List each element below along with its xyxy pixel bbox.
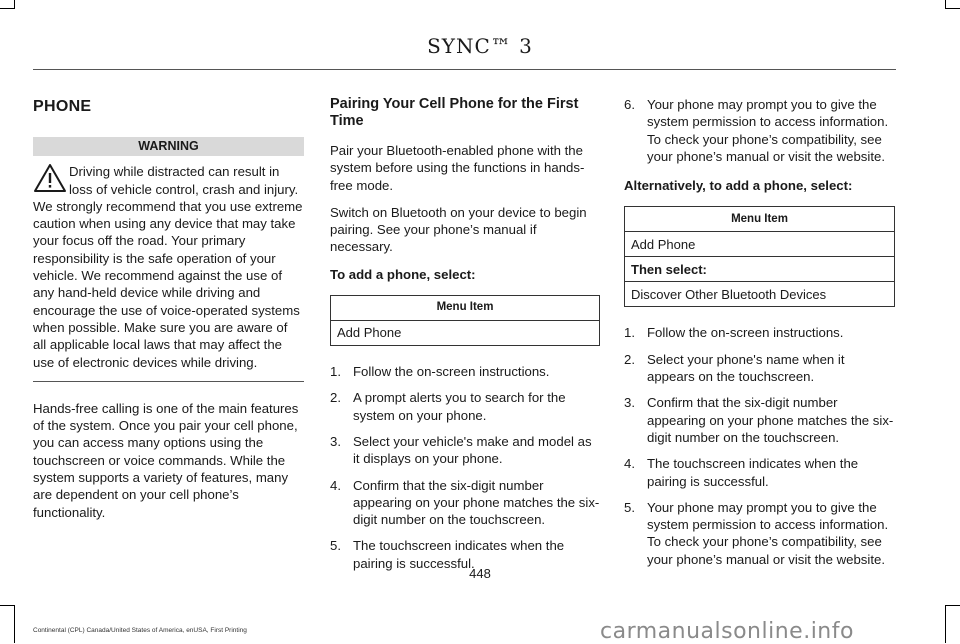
- warning-body-text: We strongly recommend that you use extreme caution when using any device that may take your focus off the road. Your primary responsibility is the safe operation of your vehicle. We recommend against the use of any hand-held device while driving and encourage the use of voice-operated systems when possible. Make sure you are aware of all applicable local laws that may affect the use of electronic devices while driving.: [33, 198, 303, 370]
- add-phone-lead: To add a phone, select:: [330, 266, 476, 282]
- list-item: 5. Your phone may prompt you to give the system permission to access information. To check your phone’s compatibility, see your phone’s manual or visit the website.: [624, 499, 889, 567]
- list-item: 4. Confirm that the six-digit number appearing on your phone matches the six-digit number on the touchscreen.: [330, 477, 600, 528]
- table-row: Add Phone: [625, 232, 895, 257]
- list-item: 1. Follow the on-screen instructions.: [624, 325, 844, 341]
- pairing-steps: [330, 363, 600, 572]
- pairing-heading: Pairing Your Cell Phone for the First Time: [330, 96, 579, 129]
- list-item: 1. Follow the on-screen instructions.: [330, 364, 550, 380]
- warning-banner: WARNING: [33, 137, 304, 156]
- menu-item-table: [330, 295, 600, 346]
- section-title: PHONE: [33, 98, 92, 115]
- footer-text: Continental (CPL) Canada/United States of America, enUSA, First Printing: [33, 627, 247, 634]
- table-row: Add Phone: [331, 321, 600, 346]
- list-item: 2. Select your phone's name when it appears on the touchscreen.: [624, 351, 845, 385]
- list-item: 3. Select your vehicle's make and model as it displays on your phone.: [330, 433, 592, 467]
- crop-mark-top-right: [946, 8, 960, 9]
- table-row: Discover Other Bluetooth Devices: [625, 282, 895, 307]
- pairing-paragraph-1: Pair your Bluetooth-enabled phone with the system before using the functions in hands-free mode.: [330, 143, 585, 193]
- warning-lead-text: Driving while distracted can result in loss of vehicle control, crash and injury.: [69, 164, 299, 197]
- menu-item-table: [624, 206, 895, 307]
- page-header-title: SYNC™ 3: [427, 34, 533, 58]
- list-item: 5. The touchscreen indicates when the pairing is successful.: [330, 538, 565, 571]
- warning-triangle-icon: [33, 163, 67, 193]
- crop-mark-bottom-right: [946, 605, 960, 606]
- header-rule: [33, 69, 896, 70]
- alternative-lead: Alternatively, to add a phone, select:: [624, 178, 853, 194]
- crop-mark-top-left-v: [14, 0, 15, 9]
- alternative-steps: [624, 324, 895, 568]
- crop-mark-bottom-right-v: [945, 605, 946, 643]
- table-header: Menu Item: [625, 207, 895, 232]
- page-number: 448: [469, 566, 491, 581]
- crop-mark-bottom-left: [0, 605, 14, 606]
- intro-paragraph: Hands-free calling is one of the main features of the system. Once you pair your cell phone, you can access many options using the touchscreen or voice commands. While the system supports a variety of features, many are dependent on your cell phone’s functionality.: [33, 400, 299, 520]
- column-3: [624, 96, 895, 577]
- list-item: 6. Your phone may prompt you to give the system permission to access information. To check your phone’s compatibility, see your phone’s manual or visit the website.: [624, 97, 889, 164]
- watermark: carmanualsonline.info: [600, 619, 854, 644]
- crop-mark-top-right-v: [945, 0, 946, 9]
- column-2: [330, 96, 600, 581]
- crop-mark-bottom-left-v: [14, 605, 15, 643]
- pairing-steps-continued: [624, 96, 895, 165]
- table-row: Then select:: [625, 257, 895, 282]
- list-item: 3. Confirm that the six-digit number appearing on your phone matches the six-digit number on the touchscreen.: [624, 395, 894, 445]
- warning-divider: [33, 381, 304, 382]
- list-item: 2. A prompt alerts you to search for the system on your phone.: [330, 390, 566, 423]
- pairing-paragraph-2: Switch on Bluetooth on your device to begin pairing. See your phone’s manual if necessary.: [330, 204, 587, 255]
- column-1: [33, 96, 304, 531]
- table-header: Menu Item: [331, 296, 600, 321]
- crop-mark-top-left: [0, 8, 14, 9]
- list-item: 4. The touchscreen indicates when the pairing is successful.: [624, 456, 859, 489]
